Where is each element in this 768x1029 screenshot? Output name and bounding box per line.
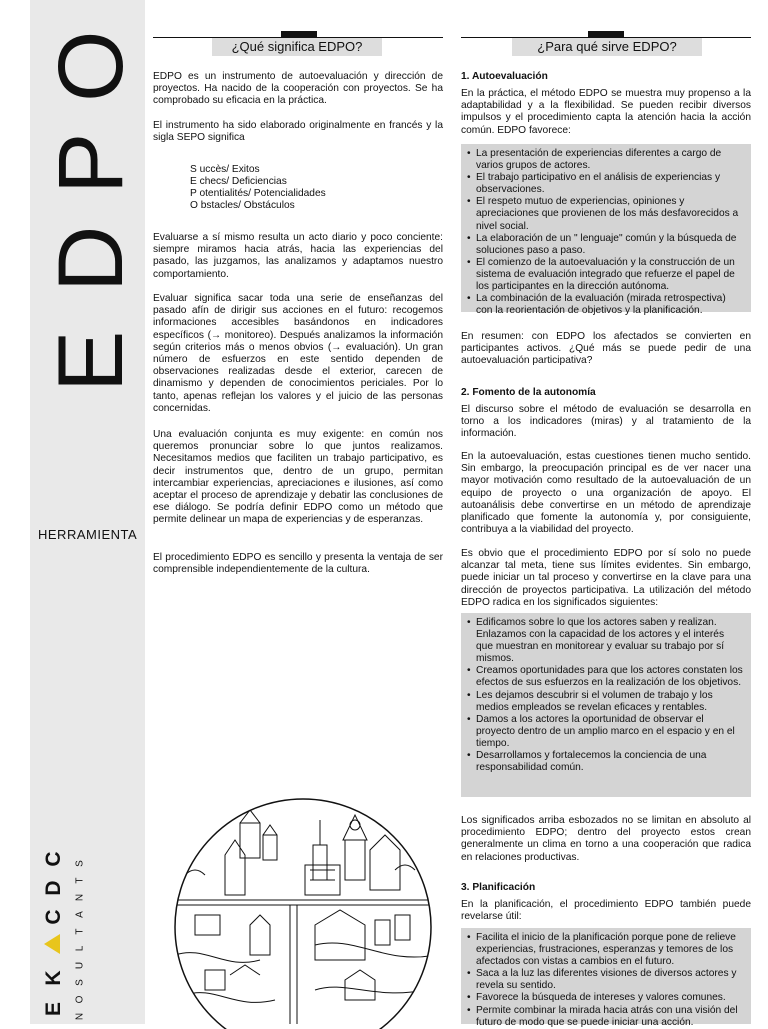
section-1-bullet-box <box>461 144 751 317</box>
left-paragraph-3: Evaluarse a sí mismo resulta un acto diario y poco conciente: siempre miramos hacia atrás, hacia las experiencias del pasado, las juzgamos, las analizamos y adaptamos nuestro comportamiento. <box>153 232 443 280</box>
logo-sub-letter: T <box>74 928 86 935</box>
list-item: • La elaboración de un " lenguaje" común y la búsqueda de soluciones paso a paso. <box>476 233 743 257</box>
section-2-paragraph-1: El discurso sobre el método de evaluación se desarrolla en torno a los indicadores (miras) y al tratamiento de la información. <box>461 404 751 440</box>
list-item: • La presentación de experiencias diferentes a cargo de varios grupos de actores. <box>476 148 743 172</box>
section-1-title: 1. Autoevaluación <box>461 71 548 82</box>
list-item: • Saca a la luz las diferentes visiones de diversos actores y revela su sentido. <box>476 968 743 992</box>
logo-sub-letter: S <box>74 979 86 986</box>
section-2-paragraph-3: Es obvio que el procedimiento EDPO por sí solo no puede alcanzar tal meta, tiene sus límites evidentes. Sin embargo, puede iniciar un tal proceso y convertirse en la clave para una dirección de proyectos participativa. La utilización del método EDPO radica en los significados siguientes: <box>461 548 751 608</box>
section-2-bullet-box <box>461 613 751 797</box>
section-2-paragraph-4: Los significados arriba esbozados no se limitan en absoluto al procedimiento EDPO; dentro del proyecto estos crean generalmente un clima en torno a una cooperación que radica en relaciones productivas. <box>461 815 751 863</box>
ekcdc-logo <box>40 845 90 1024</box>
section-3-paragraph-1: En la planificación, el procedimiento EDPO también puede revelarse útil: <box>461 899 751 923</box>
list-item: • Permite combinar la mirada hacia atrás con una visión del futuro de modo que se puede iniciar una acción. <box>476 1005 743 1029</box>
edpo-vertical-title <box>40 22 142 392</box>
title-letter-o: O <box>40 30 142 102</box>
list-item: • El comienzo de la autoevaluación y la construcción de un sistema de evaluación integrado que refuerze el papel de los participantes en la dirección autónoma. <box>476 257 743 293</box>
logo-sub-letter: T <box>74 877 86 884</box>
tool-label: HERRAMIENTA <box>38 527 138 542</box>
logo-triangle-icon <box>44 934 60 954</box>
logo-sub-letter: N <box>74 1012 86 1021</box>
section-3-bullet-box <box>461 928 751 1028</box>
left-margin-strip <box>0 0 30 1024</box>
left-paragraph-6: El procedimiento EDPO es sencillo y presenta la ventaja de ser comprensible independientemente de la cultura. <box>153 552 443 576</box>
logo-letter: C <box>42 909 65 925</box>
list-item: • La combinación de la evaluación (mirada retrospectiva) con la reorientación de objetivos y la planificación. <box>476 293 743 317</box>
logo-sub-letter: S <box>74 860 86 867</box>
left-paragraph-1: EDPO es un instrumento de autoevaluación y dirección de proyectos. Ha nacido de la cooperación con proyectos. Se ha comprobado su eficacia en la práctica. <box>153 71 443 107</box>
section-2-paragraph-2: En la autoevaluación, estas cuestiones tienen mucho sentido. Sin embargo, la preocupación principal es de ver nacer una mayor motivación como resultado de la autoevaluación de un equipo de proyecto o una organización de apoyo. El autoanálisis debe convertirse en un método de aprendizaje planificado que fomente la autonomía y, por consiguiente, contribuya a la viabilidad del proyecto. <box>461 451 751 536</box>
list-item: • Desarrollamos y fortalecemos la conciencia de una responsabilidad común. <box>476 750 743 774</box>
list-item: • Damos a los actores la oportunidad de observar el proyecto dentro de un amplio marco en el espacio y en el tiempo. <box>476 714 743 750</box>
list-item: • El respeto mutuo de experiencias, opiniones y apreciaciones que provienen de los más desfavorecidos a nivel social. <box>476 196 743 232</box>
logo-sub-letter: U <box>74 961 86 970</box>
list-item: • Facilita el inicio de la planificación porque pone de relieve experiencias, frustraciones, esperanzas y temores de los afectados con vistas a cambios en el futuro. <box>476 932 743 968</box>
seop-list <box>190 164 410 212</box>
logo-sub-letter: O <box>74 995 86 1004</box>
list-item: • Favorece la búsqueda de intereses y valores comunes. <box>476 992 743 1004</box>
heading-que-significa: ¿Qué significa EDPO? <box>212 38 382 56</box>
seop-item: P otentialités/ Potencialidades <box>190 188 326 199</box>
list-item: • Creamos oportunidades para que los actores constaten los efectos de sus esfuerzos en la realización de los objetivos. <box>476 665 743 689</box>
section-2-title: 2. Fomento de la autonomía <box>461 387 596 398</box>
logo-sub-letter: N <box>74 893 86 902</box>
list-item: • Edificamos sobre lo que los actores saben y realizan. Enlazamos con la capacidad de los actores y el interés que muestran en monitorear y evaluar su trabajo por sí mismos. <box>476 617 743 665</box>
section-3-title: 3. Planificación <box>461 882 536 893</box>
left-paragraph-2: El instrumento ha sido elaborado originalmente en francés y la sigla SEPO significa <box>153 120 443 144</box>
seop-item: E checs/ Deficiencias <box>190 176 287 187</box>
seop-item: O bstacles/ Obstáculos <box>190 200 295 211</box>
list-item: • Les dejamos descubrir si el volumen de trabajo y los medios empleados se revelan eficaces y rentables. <box>476 690 743 714</box>
left-paragraph-4: Evaluar significa sacar toda una serie de enseñanzas del pasado afín de dirigir sus acciones en el futuro: recogemos informaciones accesibles basándonos en indicadores específicos (→ monitoreo). Después analizamos la información según criterios más o menos obvios (→ evaluación). Un gran número de esfuerzos en este sentido dependen de observaciones realizadas desde el exterior, carecen de dinamismo y dependen de conocimientos periciales. Por lo tanto, apenas reflejan los valores y el juicio de las personas concernidas. <box>153 293 443 414</box>
logo-letter: D <box>42 880 65 896</box>
logo-letter: C <box>42 851 65 867</box>
title-letter-e: E <box>40 330 142 392</box>
logo-letter: K <box>42 970 65 986</box>
list-item: • El trabajo participativo en el análisis de experiencias y observaciones. <box>476 172 743 196</box>
seop-item: S uccès/ Exitos <box>190 164 260 175</box>
logo-sub-letter: A <box>74 911 86 918</box>
section-1-paragraph-2: En resumen: con EDPO los afectados se convierten en participantes activos. ¿Qué más se puede pedir de una autoevaluación participativa? <box>461 331 751 367</box>
logo-sub-letter: L <box>74 945 86 952</box>
heading-para-que-sirve: ¿Para qué sirve EDPO? <box>512 38 702 56</box>
section-1-paragraph-1: En la práctica, el método EDPO se muestra muy propenso a la adaptabilidad y a la flexibilidad. Se pueden recibir diversos impulsos y el procedimiento capta la atención hacia la acción común. EDPO favorece: <box>461 88 751 136</box>
left-paragraph-5: Una evaluación conjunta es muy exigente: en común nos queremos pronunciar sobre lo que juntos realizamos. Necesitamos medios que faciliten un trabajo participativo, es decir instrumentos que, dentro de un grupo, permitan intercambiar experiencias, apreciaciones e ilusiones, así como aceptar el proceso de aprendizaje y debatir las conclusiones de ese diálogo. Se podría definir EDPO como un método que permite delinear un mapa de experiencias y de esperanzas. <box>153 429 443 526</box>
title-letter-d: D <box>40 225 142 292</box>
circular-map-illustration <box>165 795 441 1024</box>
title-letter-p: P <box>40 132 142 194</box>
logo-letter: E <box>42 1002 65 1017</box>
